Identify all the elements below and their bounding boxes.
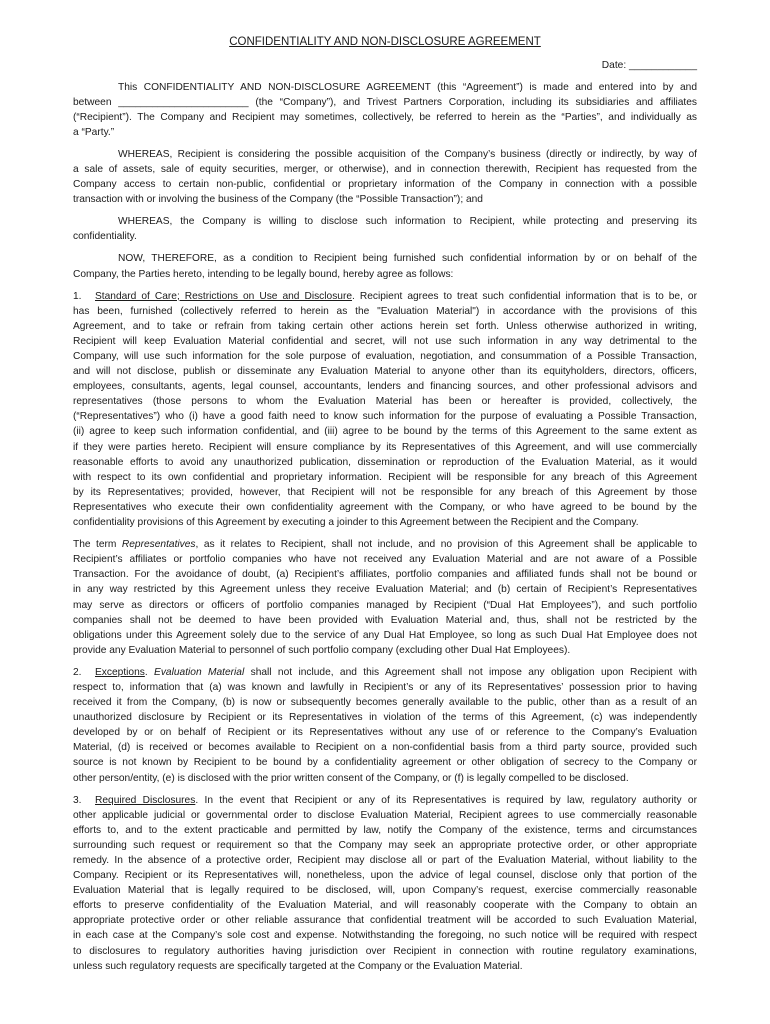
recital-paragraph-2 [73, 214, 697, 244]
text-line: Company access to certain non-public, confidential or proprietary information of the Company in connection with a possible [73, 179, 697, 191]
section-3 [73, 793, 697, 974]
text-line: remedy. In the absence of a protective order, Recipient may disclose all or part of the Evaluation Material, without liability to the [73, 855, 697, 866]
document-title [0, 35, 770, 50]
text-line: unless such regulatory requests are specifically targeted at the Company or the Evaluation Material. [73, 960, 523, 972]
text-line: (“Recipient”). The Company and Recipient may sometimes, collectively, be referred to herein as the “Parties”, and individually as [73, 111, 697, 123]
text-line: confidentiality. [73, 231, 137, 243]
text-line: WHEREAS, Recipient is considering the possible acquisition of the Company’s business (directly or indirectly, by way of [118, 148, 697, 160]
agreement-body [73, 80, 697, 974]
section-heading: Required Disclosures [95, 794, 196, 806]
text-line: reasonable efforts to avoid any unauthorized publication, dissemination or reproduction of the Evaluation Material, as it would [73, 456, 697, 468]
text-line: developed by or on behalf of Recipient or its Representatives without any use of or reference to the Company’s Evaluation [73, 727, 697, 739]
date-blank: ____________ [629, 59, 697, 71]
text-run: The term [73, 539, 122, 551]
text-line: companies shall not be deemed to have been provided with Evaluation Material and, thus, shall not be restricted by the [73, 614, 697, 626]
text-line: Company, the Parties hereto, intending to be legally bound, hereby agree as follows: [73, 268, 454, 280]
text-line: efforts to preserve confidentiality of the Evaluation Material, and will reasonably cooperate with the Company to obtain an [73, 900, 697, 912]
text-line: unauthorized disclosure by Recipient or its Representatives in violation of the terms of this Agreement, (c) was independently [73, 712, 697, 724]
text-line: Material, (d) is received or becomes available to Recipient on a non-confidential basis from a third party source, provided such [73, 742, 697, 754]
intro-paragraph [73, 80, 697, 140]
section-number: 1. [73, 290, 82, 302]
text-line: efforts to, and to the extent practicable and permitted by law, notify the Company of the existence, terms and circumstances [73, 824, 697, 836]
text-line: surrounding such request or requirement so that the Company may seek an appropriate protective order, or other appropriate [73, 839, 697, 851]
section-1-representatives-paragraph [73, 537, 697, 658]
section-heading: Standard of Care; Restrictions on Use and Disclosure [95, 290, 353, 302]
section-number: 2. [73, 666, 82, 678]
text-line: received it from the Company, (b) is now or subsequently becomes generally available to the public, other than as a result of an [73, 697, 697, 709]
text-line: employees, consultants, agents, legal counsel, accountants, lenders and financing sources, and other professional advisors and [73, 381, 697, 393]
text-line: appropriate protective order or other reliable assurance that confidential treatment will be accorded to such Evaluation Material, [73, 915, 697, 927]
section-lead-line [73, 537, 697, 552]
section-heading: Exceptions [95, 666, 145, 678]
text-line: Company. Recipient or its Representatives will, nonetheless, upon the advice of legal counsel, disclose only that portion of the [73, 870, 697, 882]
text-line: Transaction. For the avoidance of doubt, (a) Recipient’s affiliates, portfolio companies and affiliated funds shall not be bound or [73, 569, 697, 581]
text-line: NOW, THEREFORE, as a condition to Recipient being furnished such confidential information by or on behalf of the [118, 253, 697, 265]
text-line: provide any Evaluation Material to personnel of such portfolio company (excluding other Dual Hat Employees). [73, 644, 571, 656]
text-run: . [144, 666, 155, 678]
text-line: a sale of assets, sale of equity securities, merger, or otherwise), and in connection therewith, Recipient has requested from the [73, 163, 697, 175]
section-lead-line [73, 793, 697, 808]
text-line: (“Representatives”) who (i) have a good faith need to know such information for the purpose of evaluating a Possible Transaction, [73, 411, 697, 423]
text-line: Evaluation Material that is legally required to be disclosed, will, upon Company’s request, exercise commercially reasonable [73, 885, 697, 897]
text-line: in any way restricted by this Agreement unless they receive Evaluation Material; and (b) certain of Recipient’s Representatives [73, 584, 697, 596]
section-number: 3. [73, 794, 82, 806]
text-line: transaction with or involving the business of the Company (the “Possible Transaction”); and [73, 194, 483, 206]
recital-paragraph-1 [73, 147, 697, 207]
date-label: Date: [601, 59, 627, 71]
text-line: to disclosures to regulatory authorities having jurisdiction over Recipient in connection with routine regulatory examinations, [73, 945, 697, 957]
text-line: confidentiality provisions of this Agreement by executing a joinder to this Agreement between the Recipient and the Company. [73, 517, 639, 529]
defined-term: Evaluation Material [154, 666, 245, 678]
text-line: other person/entity, (e) is disclosed with the prior written consent of the Company, or (f) is legally compelled to be disclosed. [73, 772, 629, 784]
text-run: . In the event that Recipient or any of its Representatives is required by law, regulatory authority or [195, 794, 697, 806]
text-line: (ii) agree to keep such information confidential, and (iii) agree to be bound by the terms of this Agreement to the same extent as [73, 426, 697, 438]
text-line: This CONFIDENTIALITY AND NON-DISCLOSURE AGREEMENT (this “Agreement”) is made and entered into by and [118, 81, 697, 93]
section-2 [73, 665, 697, 786]
text-line: if they were parties hereto. Recipient will ensure compliance by its Representatives of this Agreement, and will use commercially [73, 441, 697, 453]
text-line: other applicable judicial or governmental order to disclose Evaluation Material, Recipient agrees to use commercially reasonable [73, 809, 697, 821]
text-line: by its Representatives; provided, however, that Recipient will not be responsible for any breach of this Agreement by those [73, 486, 697, 498]
text-line: WHEREAS, the Company is willing to disclose such information to Recipient, while protecting and preserving its [118, 216, 697, 228]
text-line: source is not known by Recipient to be bound by a confidentiality agreement or other obligation of secrecy to the Company or [73, 757, 697, 769]
title-text: CONFIDENTIALITY AND NON-DISCLOSURE AGREEMENT [229, 36, 541, 48]
defined-term: Representatives [121, 539, 196, 551]
text-run: . Recipient agrees to treat such confidential information that is to be, or [352, 290, 697, 302]
section-lead-line [73, 289, 697, 304]
text-line: with respect to its own confidential and proprietary information. Recipient will be responsible for any breach of this Agreement [73, 471, 697, 483]
section-1 [73, 289, 697, 531]
text-line: obligations under this Agreement solely due to the service of any Dual Hat Employee, so long as such Dual Hat Employee does not [73, 629, 697, 641]
text-line: Agreement, and to take or refrain from taking certain other actions herein set forth. Unless otherwise authorized in writing, [73, 320, 697, 332]
text-line: representatives (those persons to whom the Evaluation Material has been or hereafter is provided, collectively, the [73, 396, 697, 408]
text-line: has been, furnished (collectively referred to herein as the "Evaluation Material") in accordance with the provisions of this [73, 305, 697, 317]
text-line: Recipient will keep Evaluation Material confidential and secret, will not use such information in any way detrimental to the [73, 335, 697, 347]
section-lead-line [73, 665, 697, 680]
date-line [602, 58, 697, 73]
text-line: Company, will use such information for the sole purpose of evaluation, negotiation, and consummation of a Possible Transaction, [73, 351, 697, 362]
text-line: in each case at the Company’s sole cost and expense. Notwithstanding the foregoing, no such notice will be required with respect [73, 930, 697, 942]
text-line: respect to, information that (a) was known and lawfully in Recipient’s or any of its Representatives’ possession prior to having [73, 681, 697, 693]
text-run: , as it relates to Recipient, shall not include, and no provision of this Agreement shall be applicable to [195, 539, 697, 551]
text-line: a “Party.” [73, 126, 115, 138]
text-line: and will not disclose, publish or disseminate any Evaluation Material to anyone other than its equityholders, directors, officers, [73, 366, 697, 378]
text-line: Recipient’s affiliates or portfolio companies who have not received any Evaluation Material and are not aware of a Possible [73, 554, 697, 566]
text-line: may serve as directors or officers of portfolio companies managed by Recipient (“Dual Hat Employees”), and such portfolio [73, 599, 697, 611]
operative-paragraph [73, 251, 697, 281]
text-line: Representatives who execute their own confidentiality agreement with the Company, or who have agreed to be bound by the [73, 501, 697, 513]
text-line: between _______________________ (the “Company”), and Trivest Partners Corporation, including its subsidiaries and affiliates [73, 96, 697, 108]
text-run: shall not include, and this Agreement shall not impose any obligation upon Recipient with [244, 666, 697, 678]
